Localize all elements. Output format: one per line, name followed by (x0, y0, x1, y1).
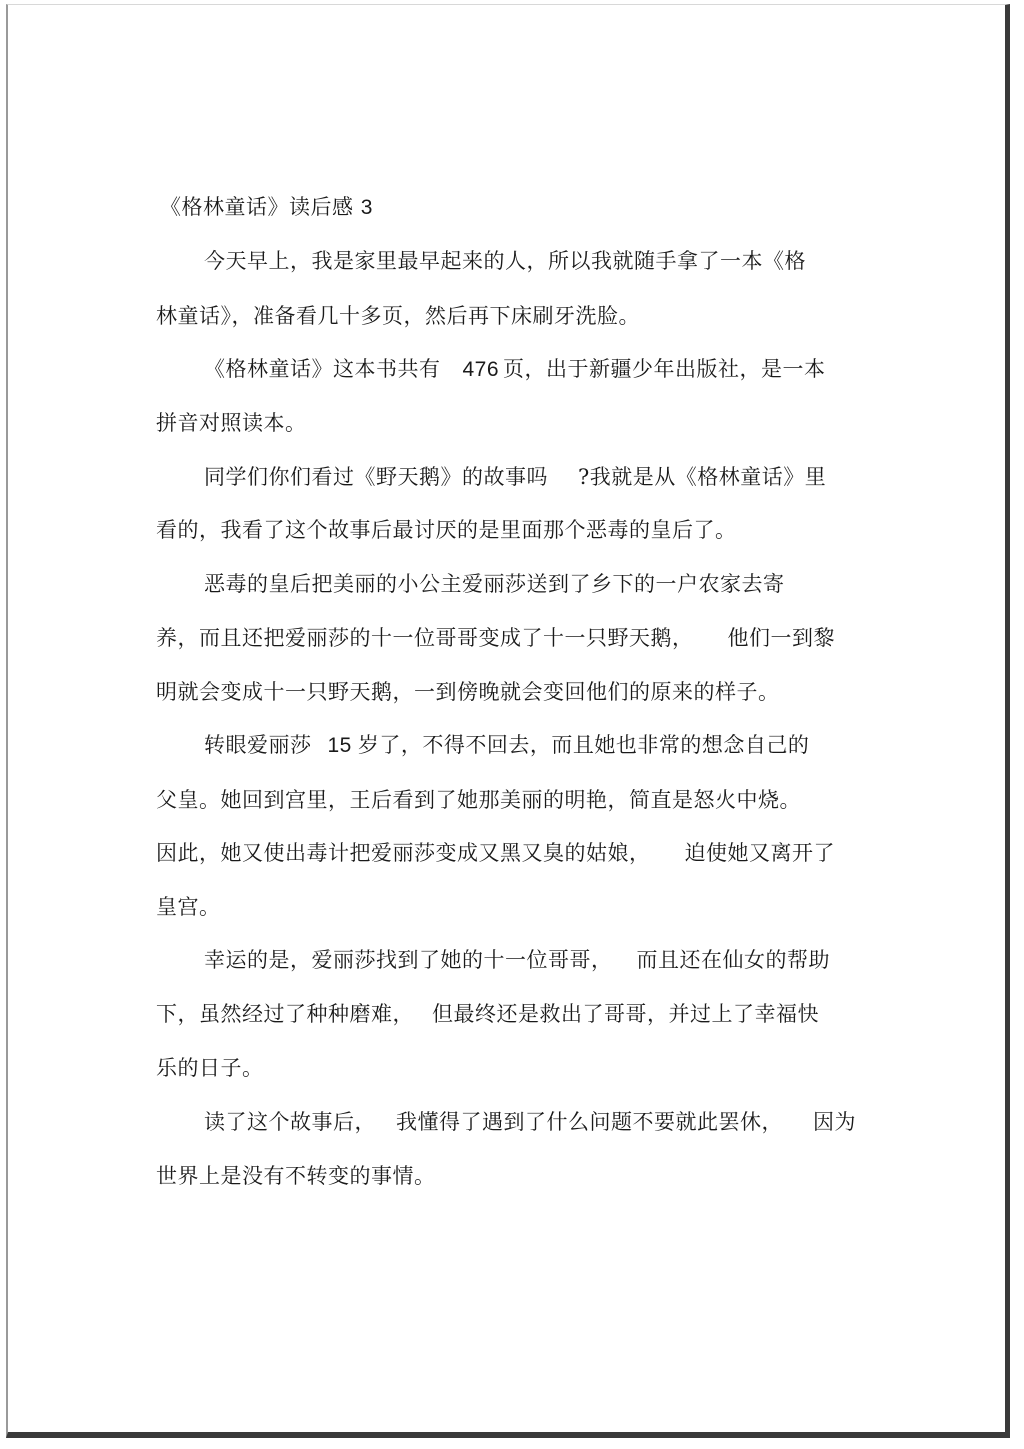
paragraph-7-segment-2: 我懂得了遇到了什么问题不要就此罢休， (396, 1110, 783, 1134)
paragraph-7-line-1 (204, 1108, 856, 1136)
paragraph-6-line-3: 乐的日子。 (156, 1056, 264, 1080)
paragraph-5-line-4: 皇宫。 (156, 895, 221, 919)
paragraph-4-line-2 (156, 624, 835, 652)
paragraph-4-line-1: 恶毒的皇后把美丽的小公主爱丽莎送到了乡下的一户农家去寄 (204, 572, 785, 596)
paragraph-5-segment-2: 岁了，不得不回去，而且她也非常的想念自己的 (357, 733, 810, 757)
paragraph-4-line-3: 明就会变成十一只野天鹅，一到傍晚就会变回他们的原来的样子。 (156, 680, 780, 704)
paragraph-2-segment-2: 页，出于新疆少年出版社，是一本 (503, 357, 826, 381)
paragraph-5-segment-3: 因此，她又使出毒计把爱丽莎变成又黑又臭的姑娘， (156, 841, 651, 865)
paragraph-4-segment-2: 他们一到黎 (727, 626, 835, 650)
paragraph-6-line-2 (156, 1000, 819, 1028)
paragraph-6-line-1 (204, 946, 830, 974)
paragraph-5-line-1 (204, 731, 809, 760)
paragraph-2-line-1 (204, 355, 826, 384)
title-text: 《格林童话》读后感 (160, 195, 354, 219)
paragraph-3-line-1 (204, 463, 826, 491)
paragraph-7-segment-1: 读了这个故事后， (204, 1110, 376, 1134)
document-title (160, 193, 373, 222)
paragraph-1-line-2: 林童话》，准备看几十多页，然后再下床刷牙洗脸。 (156, 304, 640, 328)
paragraph-5-segment-1: 转眼爱丽莎 (204, 733, 312, 757)
paragraph-6-segment-4: 但最终还是救出了哥哥，并过上了幸福快 (432, 1002, 819, 1026)
paragraph-2-page-count: 476 (462, 358, 500, 381)
paragraph-6-segment-1: 幸运的是，爱丽莎找到了她的十一位哥哥， (204, 948, 613, 972)
paragraph-5-line-3 (156, 839, 835, 867)
paragraph-6-segment-2: 而且还在仙女的帮助 (636, 948, 830, 972)
paragraph-4-segment-1: 养，而且还把爱丽莎的十一位哥哥变成了十一只野天鹅， (156, 626, 694, 650)
paragraph-5-segment-4: 迫使她又离开了 (684, 841, 835, 865)
paragraph-3-segment-2: ?我就是从《格林童话》里 (578, 465, 827, 489)
paragraph-6-segment-3: 下，虽然经过了种种磨难， (156, 1002, 414, 1026)
paragraph-3-line-2: 看的，我看了这个故事后最讨厌的是里面那个恶毒的皇后了。 (156, 518, 737, 542)
page-frame (6, 4, 1010, 1438)
paragraph-2-segment-1: 《格林童话》这本书共有 (204, 357, 441, 381)
paragraph-5-line-2: 父皇。她回到宫里，王后看到了她那美丽的明艳，简直是怒火中烧。 (156, 788, 801, 812)
paragraph-7-line-2: 世界上是没有不转变的事情。 (156, 1164, 436, 1188)
paragraph-2-line-2: 拼音对照读本。 (156, 411, 307, 435)
paragraph-5-age: 15 (327, 734, 352, 757)
paragraph-7-segment-3: 因为 (813, 1110, 856, 1134)
paragraph-1-line-1: 今天早上，我是家里最早起来的人，所以我就随手拿了一本《格 (204, 249, 806, 273)
paragraph-3-segment-1: 同学们你们看过《野天鹅》的故事吗 (204, 465, 548, 489)
title-number: 3 (360, 196, 373, 219)
